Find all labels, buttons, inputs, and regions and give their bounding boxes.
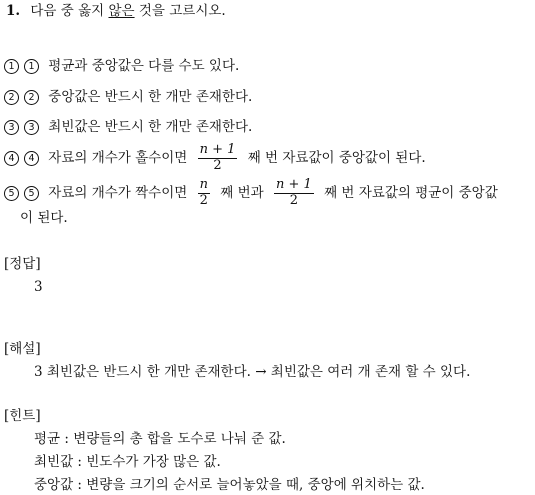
option-5 bbox=[4, 178, 498, 209]
answer-header: [정답] bbox=[4, 256, 41, 272]
option-3 bbox=[4, 120, 252, 135]
option-1-text: 평균과 중앙값은 다를 수도 있다. bbox=[48, 58, 240, 74]
arrow-icon: → bbox=[255, 364, 267, 380]
option-4-text-after: 째 번 자료값이 중앙값이 된다. bbox=[247, 149, 426, 166]
option-5-line-2: 이 된다. bbox=[20, 210, 68, 226]
option-1-outer-mark: 1 bbox=[4, 59, 19, 74]
option-1 bbox=[4, 59, 239, 74]
option-2 bbox=[4, 90, 252, 105]
option-5-frac1-denominator: 2 bbox=[199, 192, 208, 208]
explanation-header: [해설] bbox=[4, 341, 41, 357]
option-3-inner-mark: 3 bbox=[24, 120, 39, 135]
answer-value: 3 bbox=[34, 279, 43, 295]
option-5-inner-mark: 5 bbox=[24, 186, 39, 201]
option-4-frac-numerator: n + 1 bbox=[199, 142, 236, 157]
option-5-outer-mark: 5 bbox=[4, 186, 19, 201]
question-number: 1. bbox=[6, 3, 21, 19]
option-5-text-before: 자료의 개수가 짝수이면 bbox=[48, 184, 188, 201]
option-3-text: 최빈값은 반드시 한 개만 존재한다. bbox=[48, 119, 253, 135]
question-underlined-word: 않은 bbox=[108, 3, 135, 19]
option-5-frac2-numerator: n + 1 bbox=[275, 177, 312, 192]
option-5-text-mid: 째 번과 bbox=[220, 184, 264, 201]
question-text-before: 다음 중 옳지 bbox=[30, 3, 109, 19]
option-3-outer-mark: 3 bbox=[4, 120, 19, 135]
option-5-frac1-numerator: n bbox=[199, 177, 208, 192]
hint-header: [힌트] bbox=[4, 408, 41, 424]
question-text-after: 것을 고르시오. bbox=[134, 3, 226, 19]
hint-line-1: 평균 : 변량들의 총 합을 도수로 나눠 준 값. bbox=[34, 431, 286, 447]
option-5-text-after: 째 번 자료값의 평균이 중앙값 bbox=[324, 184, 498, 201]
option-2-inner-mark: 2 bbox=[24, 90, 39, 105]
option-4-fraction bbox=[198, 143, 238, 174]
explanation-text-after: 최빈값은 여러 개 존재 할 수 있다. bbox=[266, 364, 471, 380]
option-5-fraction-2 bbox=[274, 178, 314, 209]
option-5-fraction-1 bbox=[198, 178, 210, 209]
option-5-frac2-denominator: 2 bbox=[289, 192, 299, 208]
option-1-inner-mark: 1 bbox=[24, 59, 39, 74]
option-2-text: 중앙값은 반드시 한 개만 존재한다. bbox=[48, 89, 253, 105]
option-4-frac-denominator: 2 bbox=[213, 157, 222, 173]
hint-line-3: 중앙값 : 변량을 크기의 순서로 늘어놓았을 때, 중앙에 위치하는 값. bbox=[34, 477, 425, 493]
option-4-text-before: 자료의 개수가 홀수이면 bbox=[48, 149, 188, 166]
option-2-outer-mark: 2 bbox=[4, 90, 19, 105]
explanation-text bbox=[34, 366, 470, 380]
hint-line-2: 최빈값 : 빈도수가 가장 많은 값. bbox=[34, 454, 221, 470]
question-line bbox=[6, 5, 226, 19]
explanation-text-before: 3 최빈값은 반드시 한 개만 존재한다. bbox=[34, 364, 256, 380]
option-4 bbox=[4, 143, 426, 174]
option-4-outer-mark: 4 bbox=[4, 151, 19, 166]
option-4-inner-mark: 4 bbox=[24, 151, 39, 166]
